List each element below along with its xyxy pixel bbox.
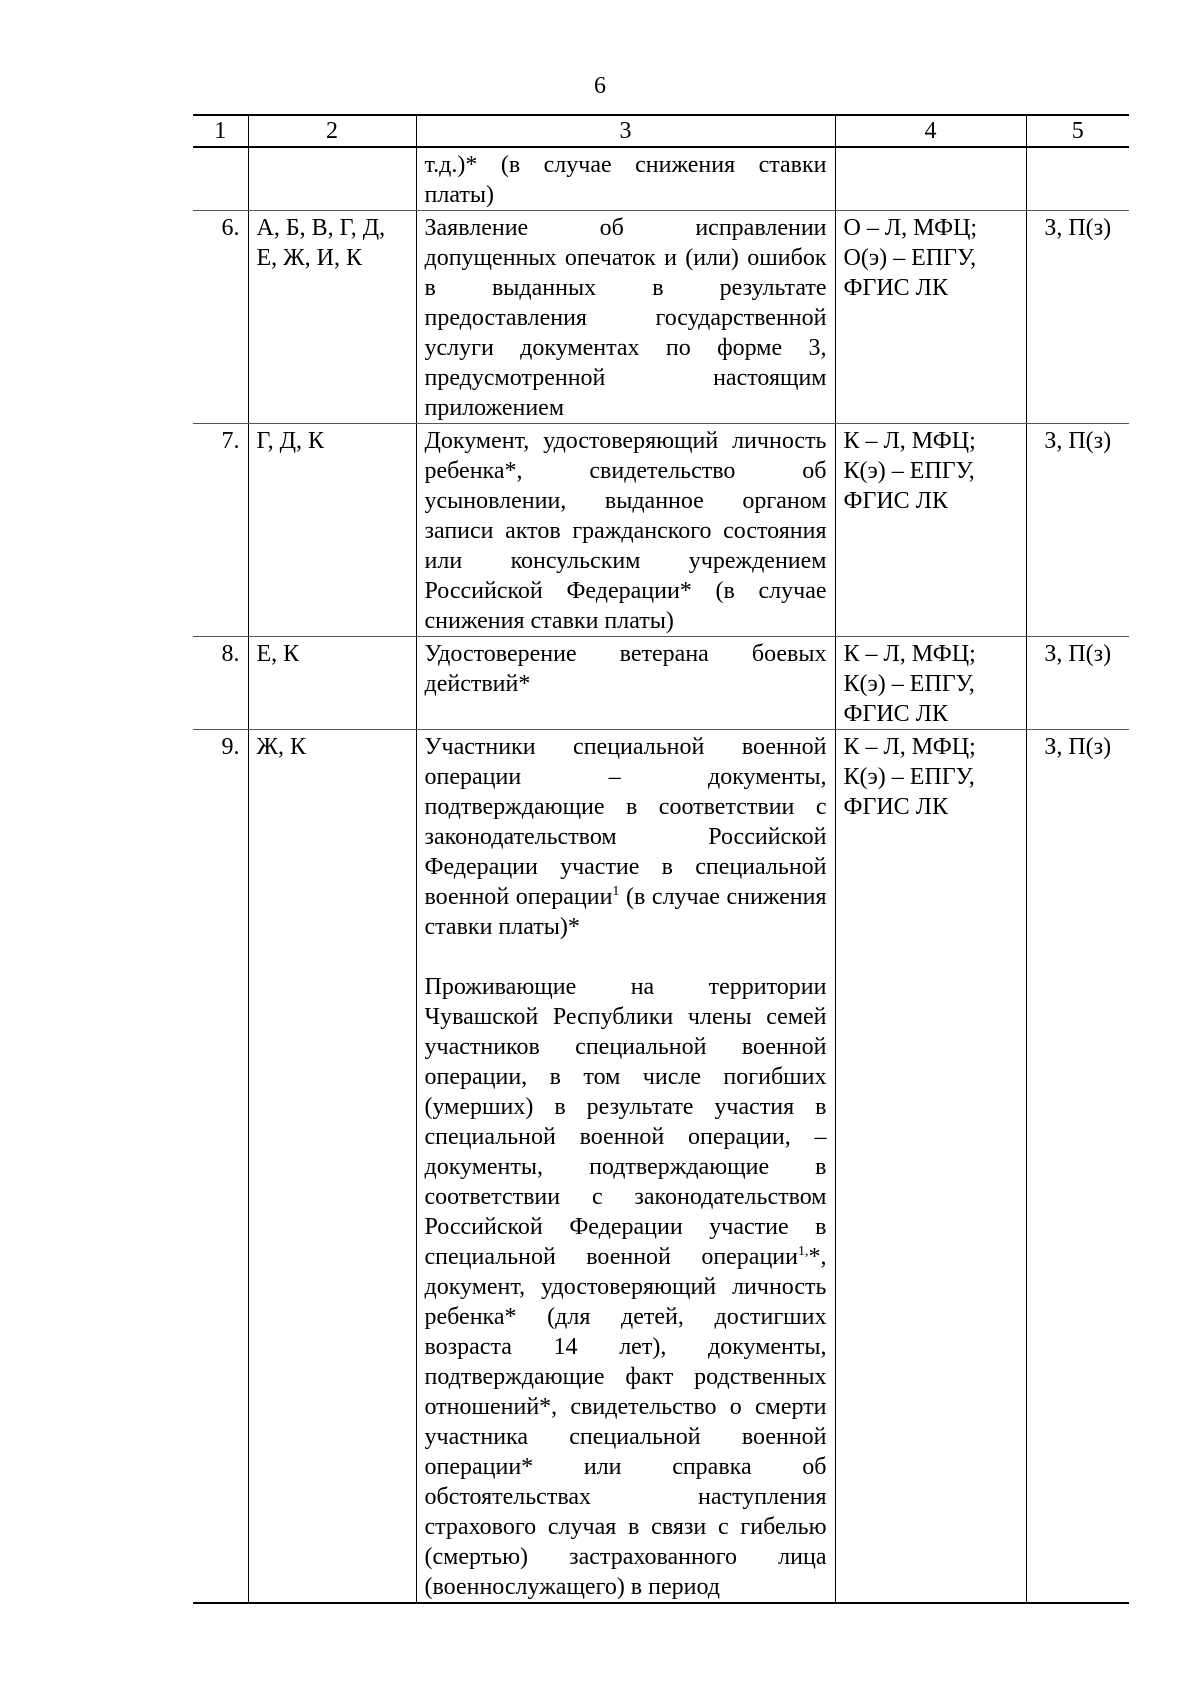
- row-submission: [835, 211, 1026, 424]
- row-documents: т.д.)* (в случае снижения ставки платы): [416, 147, 835, 211]
- row-form: З, П(з): [1026, 211, 1129, 424]
- row-categories: А, Б, В, Г, Д, Е, Ж, И, К: [248, 211, 416, 424]
- documents-table: [193, 114, 1129, 1604]
- row-number: 9.: [193, 730, 248, 1604]
- table-row: [193, 730, 1129, 1604]
- submission-line: К(э) – ЕПГУ,: [843, 458, 975, 484]
- paragraph-text: *, документ, удостоверяющий личность ребенка* (для детей, достигших возраста 14 лет), документы, подтверждающие факт родственных отношений*, свидетельство о смерти участника специальной военной операции* или справка об обстоятельствах наступления страхового случая в связи с гибелью (смертью) застрахованного лица (военнослужащего) в период: [424, 1244, 827, 1600]
- row-submission: [835, 147, 1026, 211]
- row-number: 7.: [193, 424, 248, 637]
- column-header: 5: [1026, 115, 1129, 147]
- row-categories: Е, К: [248, 637, 416, 730]
- submission-line: ФГИС ЛК: [843, 275, 948, 301]
- row-submission: [835, 730, 1026, 1604]
- row-documents: Удостоверение ветерана боевых действий*: [416, 637, 835, 730]
- document-paragraph: [425, 732, 827, 942]
- submission-line: ФГИС ЛК: [843, 794, 948, 820]
- table-row: [193, 424, 1129, 637]
- paragraph-text: Проживающие на территории Чувашской Республики члены семей участников специальной военной операции, в том числе погибших (умерших) в результате участия в специальной военной операции, – документы, подтверждающие в соответствии с законодательством Российской Федерации участие в специальной военной операции: [424, 974, 827, 1270]
- submission-line: ФГИС ЛК: [843, 701, 948, 727]
- column-header: 2: [248, 115, 416, 147]
- submission-line: К(э) – ЕПГУ,: [843, 671, 975, 697]
- row-number: 6.: [193, 211, 248, 424]
- column-header: 3: [416, 115, 835, 147]
- row-documents: [416, 730, 835, 1604]
- table-row: [193, 211, 1129, 424]
- footnote-marker: 1,: [798, 1244, 809, 1259]
- row-documents: Заявление об исправлении допущенных опечаток и (или) ошибок в выданных в результате предоставления государственной услуги документах по форме 3, предусмотренной настоящим приложением: [416, 211, 835, 424]
- row-number: [193, 147, 248, 211]
- row-form: З, П(з): [1026, 637, 1129, 730]
- paragraph-text: (в случае снижения ставки платы)*: [424, 884, 827, 940]
- column-header: 1: [193, 115, 248, 147]
- submission-line: К – Л, МФЦ;: [843, 428, 976, 454]
- submission-line: К – Л, МФЦ;: [843, 734, 976, 760]
- row-categories: Ж, К: [248, 730, 416, 1604]
- table-row: [193, 637, 1129, 730]
- submission-line: К(э) – ЕПГУ,: [843, 764, 975, 790]
- document-paragraph: [425, 972, 827, 1602]
- footnote-marker: 1: [612, 884, 620, 899]
- row-categories: Г, Д, К: [248, 424, 416, 637]
- submission-line: К – Л, МФЦ;: [843, 641, 976, 667]
- submission-line: ФГИС ЛК: [843, 488, 948, 514]
- row-form: З, П(з): [1026, 424, 1129, 637]
- row-documents: Документ, удостоверяющий личность ребенка*, свидетельство об усыновлении, выданное органом записи актов гражданского состояния или консульским учреждением Российской Федерации* (в случае снижения ставки платы): [416, 424, 835, 637]
- submission-line: О(э) – ЕПГУ,: [843, 245, 977, 271]
- row-form: [1026, 147, 1129, 211]
- column-header: 4: [835, 115, 1026, 147]
- submission-line: О – Л, МФЦ;: [843, 215, 978, 241]
- table-row: [193, 147, 1129, 211]
- row-submission: [835, 637, 1026, 730]
- paragraph-text: Участники специальной военной операции – документы, подтверждающие в соответствии с законодательством Российской Федерации участие в специальной военной операции: [424, 734, 827, 910]
- row-form: З, П(з): [1026, 730, 1129, 1604]
- row-number: 8.: [193, 637, 248, 730]
- page-number: 6: [594, 73, 606, 99]
- row-submission: [835, 424, 1026, 637]
- row-categories: [248, 147, 416, 211]
- table-header-row: [193, 115, 1129, 147]
